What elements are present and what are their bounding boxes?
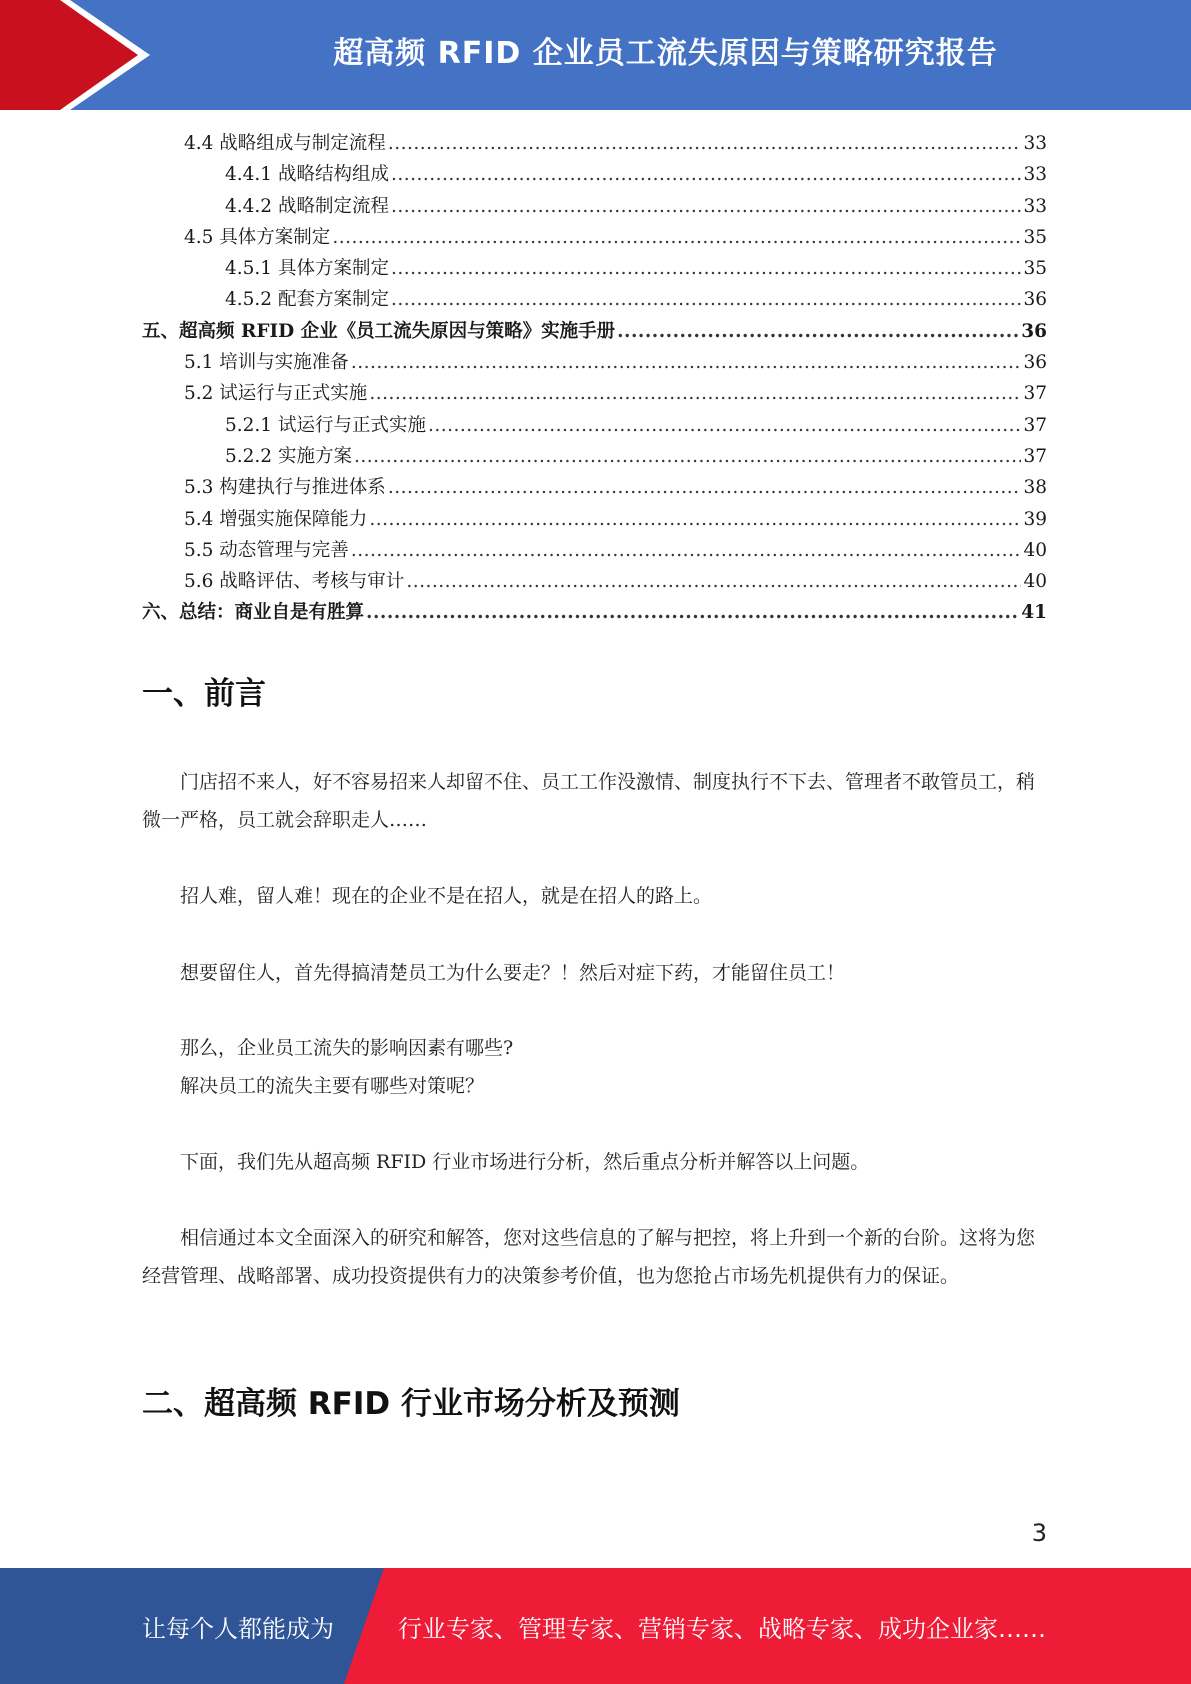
paragraph: 相信通过本文全面深入的研究和解答，您对这些信息的了解与把控，将上升到一个新的台阶。这将为您经营管理、战略部署、成功投资提供有力的决策参考价值，也为您抢占市场先机提供有力的保证。 [142,1227,1036,1287]
section-title-market: 二、超高频 RFID 行业市场分析及预测 [142,1386,680,1422]
toc-entry[interactable] [142,222,1047,253]
toc-entry-page: 39 [1023,508,1047,530]
toc-entry[interactable] [142,128,1047,159]
toc-entry-page: 40 [1023,571,1047,593]
toc-entry-page: 36 [1021,320,1047,342]
toc-entry[interactable] [142,159,1047,190]
toc-entry-page: 37 [1023,383,1047,405]
toc-entry[interactable] [142,316,1047,347]
toc-entry-page: 35 [1023,226,1047,248]
toc-entry-page: 35 [1023,258,1047,280]
toc-entry[interactable] [142,378,1047,409]
toc-dot-leader [428,410,1021,441]
toc-entry[interactable] [142,410,1047,441]
paragraph: 招人难，留人难！现在的企业不是在招人，就是在招人的路上。 [180,885,713,907]
paragraph: 门店招不来人，好不容易招来人却留不住、员工工作没激情、制度执行不下去、管理者不敢管员工，稍微一严格，员工就会辞职走人…… [142,771,1036,831]
section-title-preface: 一、前言 [142,676,266,712]
footer-banner [0,1568,1191,1684]
toc-dot-leader [369,504,1021,535]
toc-dot-leader [391,191,1021,222]
toc-entry-label: 5.2.2 实施方案 [225,445,352,467]
toc-entry-label: 六、总结：商业自是有胜算 [142,602,365,624]
toc-entry-label: 4.4.1 战略结构组成 [225,164,389,186]
toc-entry[interactable] [142,253,1047,284]
toc-dot-leader [351,347,1022,378]
footer-slogan-left: 让每个人都能成为 [142,1614,334,1643]
toc-entry[interactable] [142,284,1047,315]
toc-dot-leader [366,597,1019,628]
toc-entry-label: 4.4.2 战略制定流程 [225,195,389,217]
toc-entry-page: 37 [1023,414,1047,436]
toc-entry[interactable] [142,191,1047,222]
toc-entry-label: 五、超高频 RFID 企业《员工流失原因与策略》实施手册 [142,320,616,342]
toc-dot-leader [617,316,1019,347]
toc-entry-page: 33 [1023,133,1047,154]
toc-dot-leader [406,566,1021,597]
page-number: 3 [1031,1519,1047,1547]
footer-slogan-right: 行业专家、管理专家、营销专家、战略专家、成功企业家…… [398,1614,1046,1643]
toc-dot-leader [391,253,1021,284]
toc-entry-page: 33 [1023,195,1047,217]
toc-entry-label: 5.6 战略评估、考核与审计 [184,571,405,593]
toc-entry-page: 36 [1023,289,1047,311]
toc-entry-label: 5.1 培训与实施准备 [184,352,349,374]
toc-dot-leader [369,378,1021,409]
toc-entry-label: 5.2 试运行与正式实施 [184,383,368,405]
toc-entry[interactable] [142,535,1047,566]
toc-entry[interactable] [142,441,1047,472]
toc-entry[interactable] [142,347,1047,378]
toc-dot-leader [391,159,1021,190]
header-title: 超高频 RFID 企业员工流失原因与策略研究报告 [333,36,998,71]
toc-dot-leader [388,472,1022,503]
toc-entry-page: 33 [1023,164,1047,186]
paragraph: 下面，我们先从超高频 RFID 行业市场进行分析，然后重点分析并解答以上问题。 [180,1151,870,1173]
table-of-contents [142,128,1047,629]
toc-entry-label: 5.4 增强实施保障能力 [184,508,368,530]
paragraph: 想要留住人，首先得搞清楚员工为什么要走？！然后对症下药，才能留住员工！ [180,962,846,984]
toc-entry[interactable] [142,504,1047,535]
toc-entry-label: 5.2.1 试运行与正式实施 [225,414,426,436]
toc-entry-label: 4.5 具体方案制定 [184,226,331,248]
toc-entry-label: 4.4 战略组成与制定流程 [184,133,386,154]
toc-entry-page: 38 [1023,477,1047,499]
toc-entry-page: 36 [1023,352,1047,374]
red-chevron-icon [0,0,150,110]
header-banner [0,0,1191,110]
toc-entry-page: 40 [1023,539,1047,561]
toc-dot-leader [388,128,1022,159]
toc-entry-page: 37 [1023,445,1047,467]
toc-dot-leader [332,222,1021,253]
toc-dot-leader [351,535,1022,566]
toc-entry-label: 5.3 构建执行与推进体系 [184,477,386,499]
toc-dot-leader [354,441,1022,472]
toc-entry-label: 5.5 动态管理与完善 [184,539,349,561]
paragraph: 那么，企业员工流失的影响因素有哪些? [180,1037,514,1059]
paragraph: 解决员工的流失主要有哪些对策呢？ [180,1075,485,1097]
toc-entry-page: 41 [1021,602,1047,624]
toc-entry-label: 4.5.1 具体方案制定 [225,258,389,280]
toc-entry[interactable] [142,566,1047,597]
toc-dot-leader [391,284,1021,315]
toc-entry-label: 4.5.2 配套方案制定 [225,289,389,311]
toc-entry[interactable] [142,597,1047,628]
toc-entry[interactable] [142,472,1047,503]
